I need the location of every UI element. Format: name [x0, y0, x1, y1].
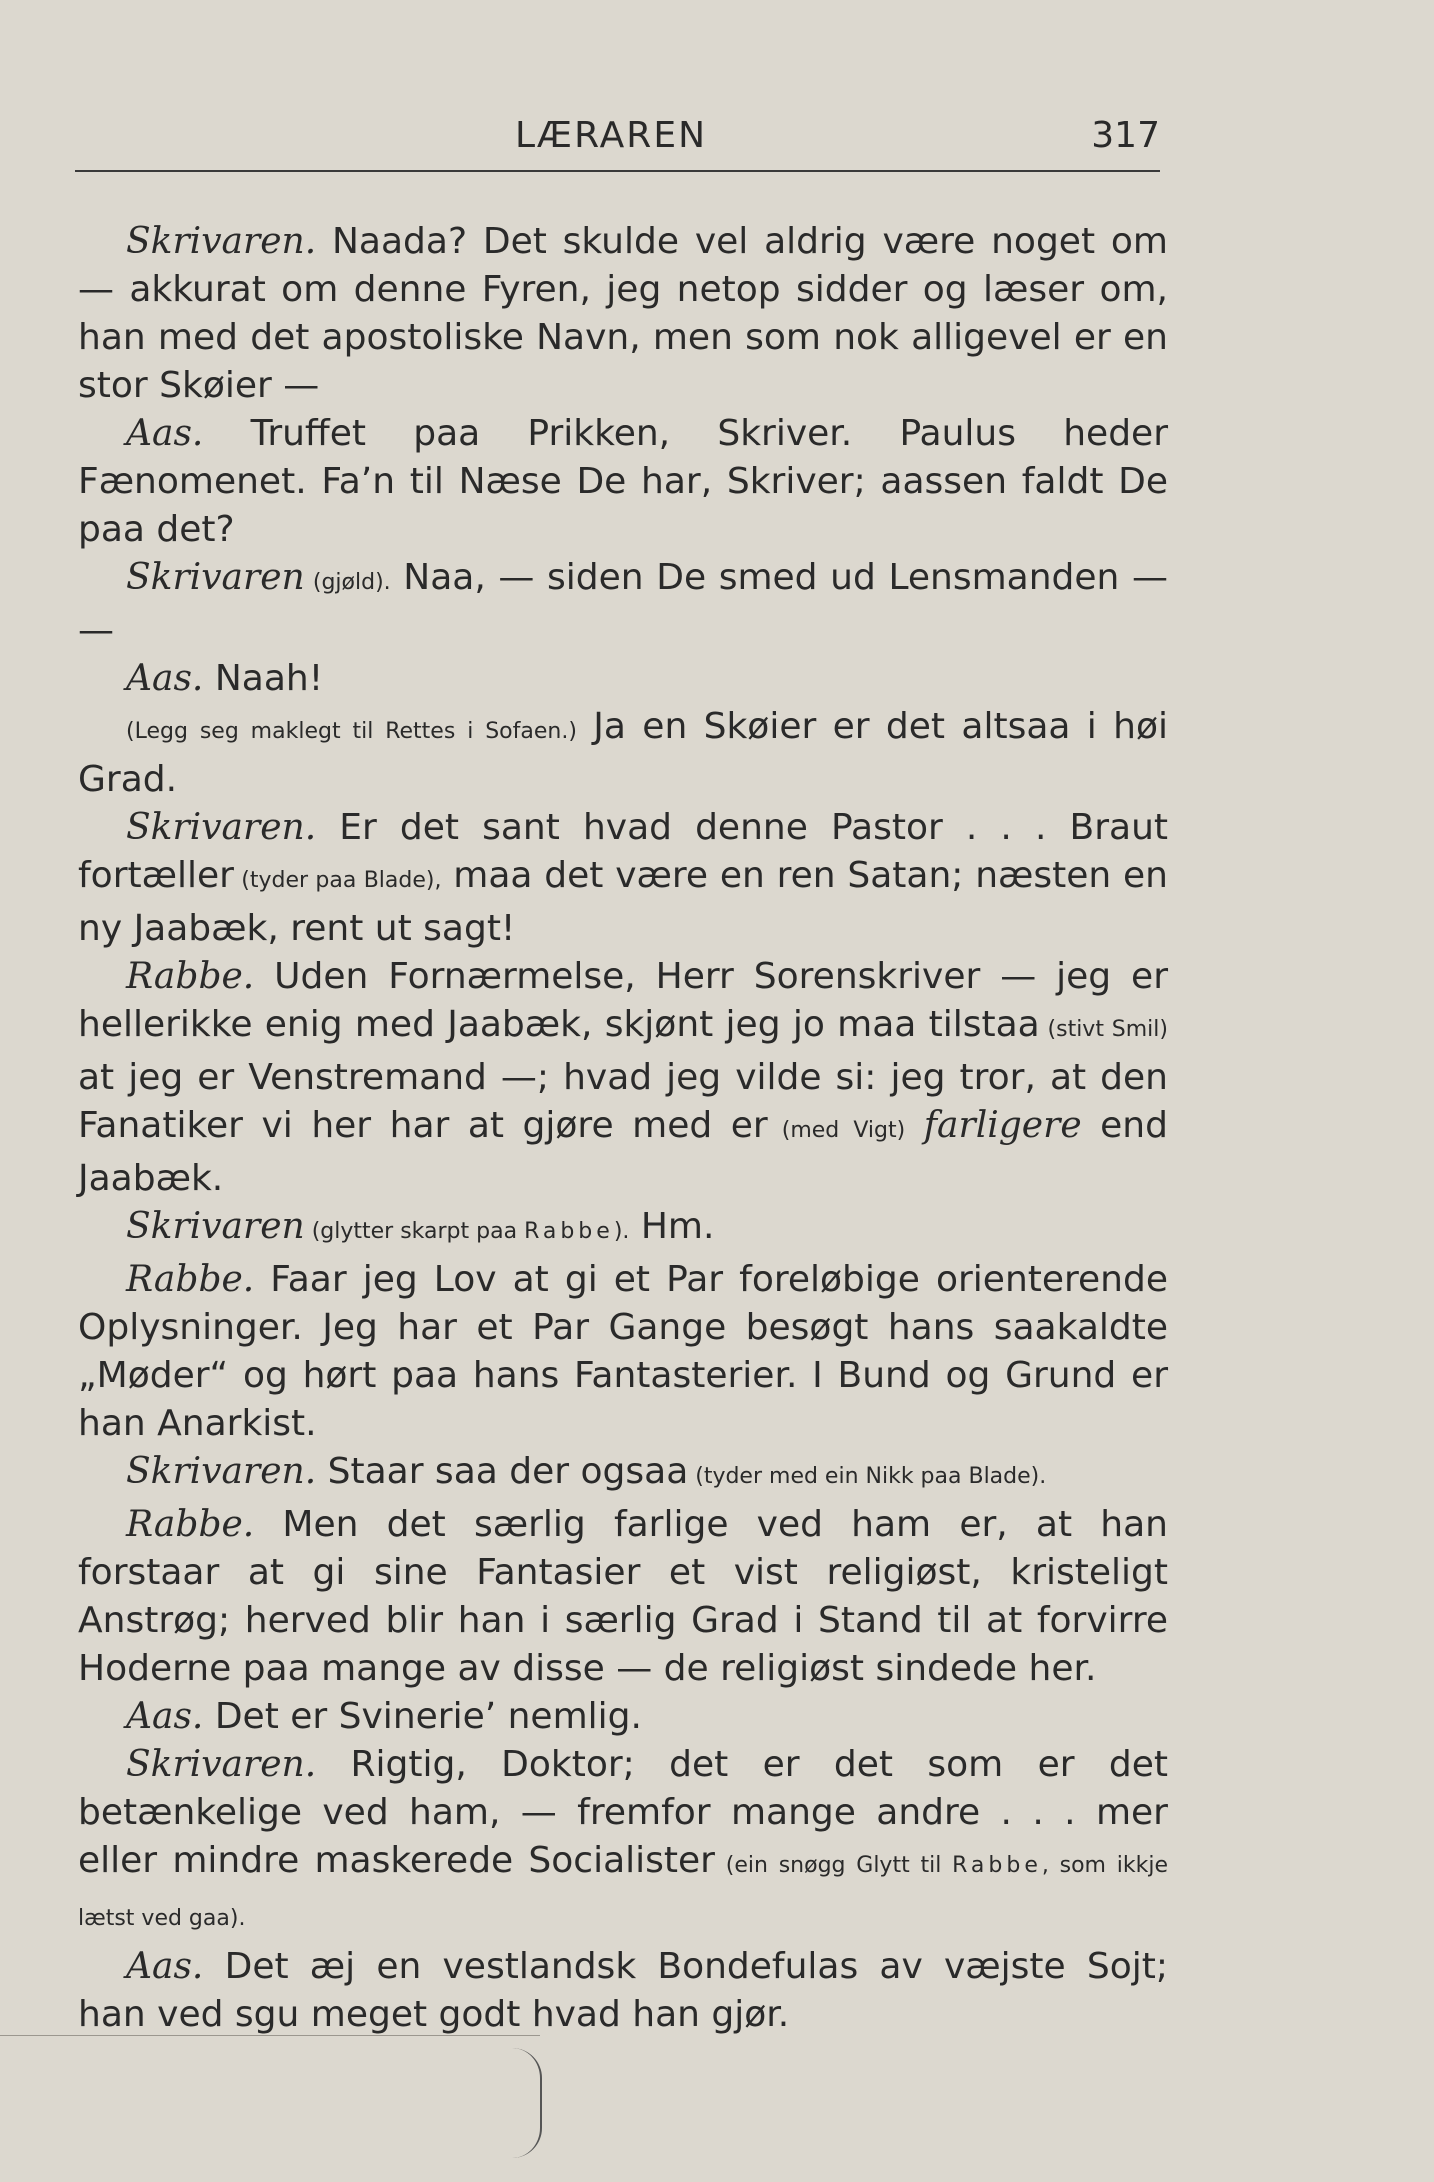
dialogue-text: Naada? Det skulde vel aldrig være noget om — akkurat om denne Fyren, jeg netop sidder og læser om, han med det apostoliske Navn, men som nok alligevel er en stor Skøier —: [78, 221, 1168, 406]
speaker-name: Skrivaren: [126, 557, 305, 598]
dialogue-text: Uden Fornærmelse, Herr Sorenskriver — jeg er hellerikke enig med Jaabæk, skjønt jeg jo maa tilstaa: [78, 956, 1168, 1045]
speaker-name: Skrivaren.: [126, 807, 317, 848]
dialogue-paragraph: [78, 1501, 1168, 1693]
stage-direction: (glytter skarpt paa: [304, 1219, 525, 1244]
dialogue-text: Det er Svinerie’ nemlig.: [203, 1696, 642, 1737]
stage-direction: (tyder med ein Nikk paa Blade).: [688, 1464, 1047, 1489]
speaker-name: Aas.: [126, 1946, 204, 1987]
dialogue-text: at jeg er Venstremand —; hvad jeg vilde si: jeg tror, at den Fanatiker vi her har at gjøre med er: [78, 1057, 1168, 1146]
dialogue-paragraph: [78, 1693, 1168, 1741]
dialogue-text: Hm.: [629, 1206, 715, 1247]
page-number: 317: [1091, 115, 1160, 156]
stage-direction: (tyder paa Blade),: [233, 868, 442, 893]
stage-direction: (stivt Smil): [1039, 1017, 1168, 1042]
dialogue-text: Rigtig, Doktor; det er det som er det betænkelige ved ham, — fremfor mange andre . . . mer eller mindre maskerede Socialister: [78, 1744, 1168, 1881]
dialogue-text: Naa, — siden De smed ud Lensmanden — —: [78, 557, 1168, 651]
running-title: LÆRAREN: [515, 115, 707, 156]
speaker-name: Aas.: [126, 413, 204, 454]
speaker-name: Aas.: [126, 658, 204, 699]
dialogue-paragraph: [78, 1741, 1168, 1943]
speaker-name: Skrivaren.: [126, 1451, 317, 1492]
stage-direction: (ein snøgg Glytt til: [714, 1853, 953, 1878]
stage-direction: (gjøld).: [304, 570, 391, 595]
dialogue-paragraph: [78, 804, 1168, 953]
dialogue-paragraph: [78, 218, 1168, 410]
stage-direction: (med Vigt): [767, 1118, 906, 1143]
dialogue-paragraph: [78, 1448, 1168, 1501]
dialogue-paragraph: [78, 1256, 1168, 1448]
stage-direction: , som ikkje lætst ved gaa).: [78, 1853, 1168, 1931]
speaker-name: Skrivaren.: [126, 1744, 317, 1785]
dialogue-text: Men det særlig farlige ved ham er, at han forstaar at gi sine Fantasier et vist religiøst, kristeligt Anstrøg; herved blir han i særlig Grad i Stand til at forvirre Hoderne paa mange av disse — de religiøst sindede her.: [78, 1504, 1168, 1689]
scan-edge-line: [0, 2035, 540, 2036]
dialogue-paragraph: [78, 410, 1168, 554]
speaker-name: Skrivaren.: [126, 221, 317, 262]
scan-corner-bracket: [10, 2048, 542, 2158]
body-text: [78, 218, 1168, 2039]
dialogue-paragraph: [78, 1203, 1168, 1256]
header-rule: [75, 170, 1160, 172]
dialogue-paragraph: [78, 703, 1168, 804]
emphasized-text: farligere: [905, 1105, 1082, 1146]
speaker-name: Rabbe.: [126, 1259, 255, 1300]
dialogue-paragraph: [78, 1943, 1168, 2039]
speaker-name: Rabbe.: [126, 1504, 255, 1545]
speaker-name: Aas.: [126, 1696, 204, 1737]
dialogue-paragraph: [78, 953, 1168, 1203]
dialogue-text: end Jaabæk.: [78, 1105, 1168, 1199]
speaker-name: Rabbe.: [126, 956, 255, 997]
dialogue-text: Naah!: [203, 658, 324, 699]
dialogue-text: Staar saa der ogsaa: [316, 1451, 689, 1492]
stage-direction: ).: [613, 1219, 630, 1244]
dialogue-paragraph: [78, 655, 1168, 703]
dialogue-text: Faar jeg Lov at gi et Par foreløbige orienterende Oplysninger. Jeg har et Par Gange besøgt hans saakaldte „Møder“ og hørt paa hans Fantasterier. I Bund og Grund er han Anarkist.: [78, 1259, 1168, 1444]
stage-direction: Rabbe: [952, 1853, 1042, 1878]
stage-direction: Rabbe: [524, 1219, 614, 1244]
running-header: [75, 115, 1160, 175]
dialogue-paragraph: [78, 554, 1168, 655]
dialogue-text: Det æj en vestlandsk Bondefulas av væjste Sojt; han ved sgu meget godt hvad han gjør.: [78, 1946, 1168, 2035]
dialogue-text: Er det sant hvad denne Pastor . . . Braut fortæller: [78, 807, 1168, 896]
dialogue-text: Truffet paa Prikken, Skriver. Paulus heder Fænomenet. Fa’n til Næse De har, Skriver; aassen faldt De paa det?: [78, 413, 1168, 550]
dialogue-text: Ja en Skøier er det altsaa i høi Grad.: [78, 706, 1168, 800]
speaker-name: Skrivaren: [126, 1206, 305, 1247]
dialogue-text: maa det være en ren Satan; næsten en ny Jaabæk, rent ut sagt!: [78, 855, 1168, 949]
stage-direction: (Legg seg maklegt til Rettes i Sofaen.): [126, 719, 577, 744]
